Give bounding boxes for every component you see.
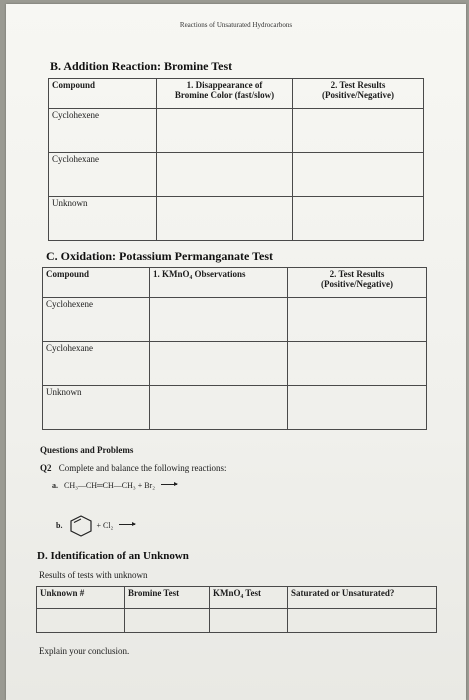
- answer-cell[interactable]: [293, 153, 424, 197]
- answer-cell[interactable]: [293, 197, 424, 241]
- row-label: Unknown: [43, 386, 150, 430]
- worksheet-page: [6, 4, 466, 700]
- reaction-label: a.: [52, 481, 58, 490]
- header-line: 2. Test Results: [329, 269, 385, 279]
- explain-conclusion-prompt: Explain your conclusion.: [39, 646, 130, 656]
- header-line: Bromine Color (fast/slow): [174, 90, 275, 100]
- answer-cell[interactable]: [157, 109, 293, 153]
- row-label: Cyclohexene: [43, 298, 150, 342]
- answer-cell[interactable]: [288, 609, 437, 633]
- answer-cell[interactable]: [37, 609, 125, 633]
- column-header-unknown: Unknown #: [37, 587, 125, 609]
- questions-title: Questions and Problems: [40, 445, 134, 455]
- row-label: Unknown: [49, 197, 157, 241]
- answer-cell[interactable]: [157, 197, 293, 241]
- section-d-title: D. Identification of an Unknown: [37, 550, 189, 562]
- question-q2: [40, 463, 226, 473]
- answer-cell[interactable]: [288, 342, 427, 386]
- column-header-saturated: Saturated or Unsaturated?: [288, 587, 437, 609]
- table-row: [43, 342, 427, 386]
- answer-cell[interactable]: [288, 386, 427, 430]
- reaction-b: [56, 514, 135, 538]
- unknown-results-table: [36, 586, 437, 633]
- column-header-bromine: Bromine Test: [125, 587, 210, 609]
- answer-cell[interactable]: [157, 153, 293, 197]
- results-label: Results of tests with unknown: [39, 570, 148, 580]
- bromine-test-table: [48, 78, 424, 241]
- reaction-equation: CH₃—CH═CH—CH₃ + Br₂: [64, 481, 155, 490]
- table-row: [49, 109, 424, 153]
- permanganate-test-table: [42, 267, 427, 430]
- header-line: (Positive/Negative): [322, 90, 394, 100]
- cyclohexene-structure-icon: [68, 514, 94, 538]
- answer-cell[interactable]: [210, 609, 288, 633]
- column-header-test-results: [288, 268, 427, 298]
- table-row: [37, 609, 437, 633]
- question-text: Complete and balance the following reactions:: [58, 463, 227, 473]
- header-line: 1. Disappearance of: [186, 80, 263, 90]
- column-header-bromine-color: [157, 79, 293, 109]
- reagent: + Cl₂: [96, 520, 114, 530]
- answer-cell[interactable]: [125, 609, 210, 633]
- table-row: [49, 197, 424, 241]
- arrow-icon: [119, 524, 135, 525]
- section-b-title: B. Addition Reaction: Bromine Test: [50, 59, 233, 73]
- table-row: [43, 386, 427, 430]
- column-header-compound: Compound: [49, 79, 157, 109]
- answer-cell[interactable]: [293, 109, 424, 153]
- arrow-icon: [161, 484, 177, 485]
- answer-cell[interactable]: [150, 386, 288, 430]
- answer-cell[interactable]: [150, 342, 288, 386]
- table-row: [49, 153, 424, 197]
- reaction-label: b.: [56, 520, 63, 530]
- table-header-row: [43, 268, 427, 298]
- header-line: 2. Test Results: [330, 80, 386, 90]
- row-label: Cyclohexene: [49, 109, 157, 153]
- column-header-compound: Compound: [43, 268, 150, 298]
- page-title: Reactions of Unsaturated Hydrocarbons: [179, 21, 293, 29]
- question-number: Q2: [40, 463, 52, 473]
- column-header-kmno4-observations: 1. KMnO₄ Observations: [150, 268, 288, 298]
- answer-cell[interactable]: [288, 298, 427, 342]
- header-line: (Positive/Negative): [321, 279, 393, 289]
- table-row: [43, 298, 427, 342]
- row-label: Cyclohexane: [43, 342, 150, 386]
- row-label: Cyclohexane: [49, 153, 157, 197]
- column-header-test-results: [293, 79, 424, 109]
- reaction-a: [52, 481, 177, 490]
- answer-cell[interactable]: [150, 298, 288, 342]
- column-header-kmno4: KMnO₄ Test: [210, 587, 288, 609]
- table-header-row: [37, 587, 437, 609]
- section-c-title: C. Oxidation: Potassium Permanganate Test: [46, 249, 274, 263]
- table-header-row: [49, 79, 424, 109]
